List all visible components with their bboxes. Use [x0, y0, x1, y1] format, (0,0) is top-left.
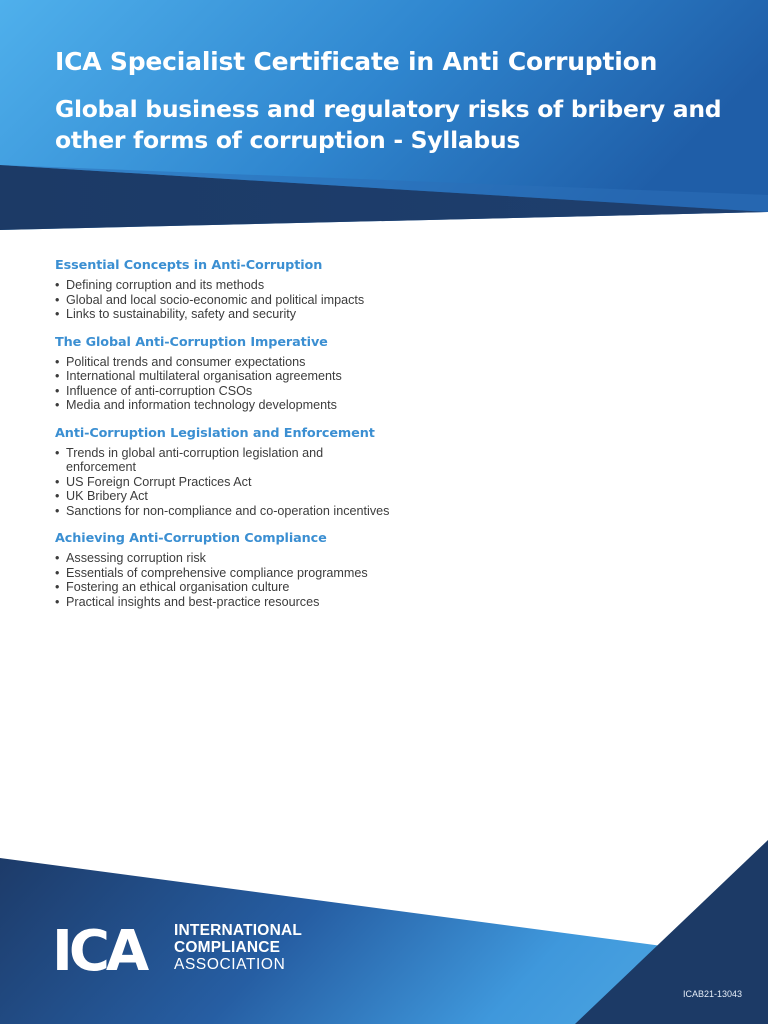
list-item: • Fostering an ethical organisation culture: [55, 580, 395, 595]
list-item: • Influence of anti-corruption CSOs: [55, 384, 395, 399]
list-item: • Links to sustainability, safety and security: [55, 307, 395, 322]
list-item: • Practical insights and best-practice resources: [55, 595, 395, 610]
document-code: ICAB21-13043: [682, 989, 742, 999]
bullet-list: [55, 551, 395, 609]
list-item: • Defining corruption and its methods: [55, 278, 395, 293]
bullet-list: [55, 278, 395, 322]
bullet-list: [55, 446, 395, 519]
list-item: • UK Bribery Act: [55, 489, 395, 504]
list-item: • Media and information technology developments: [55, 398, 395, 413]
list-item: • Global and local socio-economic and political impacts: [55, 293, 395, 308]
list-item: • Trends in global anti-corruption legislation and enforcement: [55, 446, 395, 475]
bullet-list: [55, 355, 395, 413]
ica-logo-mark: [52, 923, 164, 973]
list-item: • Sanctions for non-compliance and co-operation incentives: [55, 504, 395, 519]
list-item: • Essentials of comprehensive compliance programmes: [55, 566, 395, 581]
header-text: [55, 44, 745, 156]
logo-line-compliance: COMPLIANCE: [174, 939, 281, 956]
section-heading: Essential Concepts in Anti-Corruption: [55, 258, 323, 273]
syllabus-section: [55, 334, 395, 413]
logo-wordmark: [174, 922, 302, 973]
page-subtitle: Global business and regulatory risks of bribery and other forms of corruption - Syllabus: [55, 95, 722, 154]
syllabus-section: [55, 530, 395, 609]
syllabus-section: [55, 257, 395, 322]
list-item: • Assessing corruption risk: [55, 551, 395, 566]
logo-line-international: INTERNATIONAL: [174, 922, 303, 939]
logo-line-association: ASSOCIATION: [174, 956, 286, 973]
syllabus-section: [55, 425, 395, 519]
list-item: • International multilateral organisation agreements: [55, 369, 395, 384]
list-item: • Political trends and consumer expectations: [55, 355, 395, 370]
list-item: • US Foreign Corrupt Practices Act: [55, 475, 395, 490]
logo-mark-text: ICA: [52, 922, 146, 973]
section-heading: Anti-Corruption Legislation and Enforcement: [55, 425, 375, 441]
section-heading: The Global Anti-Corruption Imperative: [55, 334, 328, 350]
syllabus-content: [55, 257, 395, 621]
page-title: ICA Specialist Certificate in Anti Corruption: [55, 47, 658, 76]
section-heading: Achieving Anti-Corruption Compliance: [55, 531, 327, 546]
ica-logo: [52, 922, 302, 973]
